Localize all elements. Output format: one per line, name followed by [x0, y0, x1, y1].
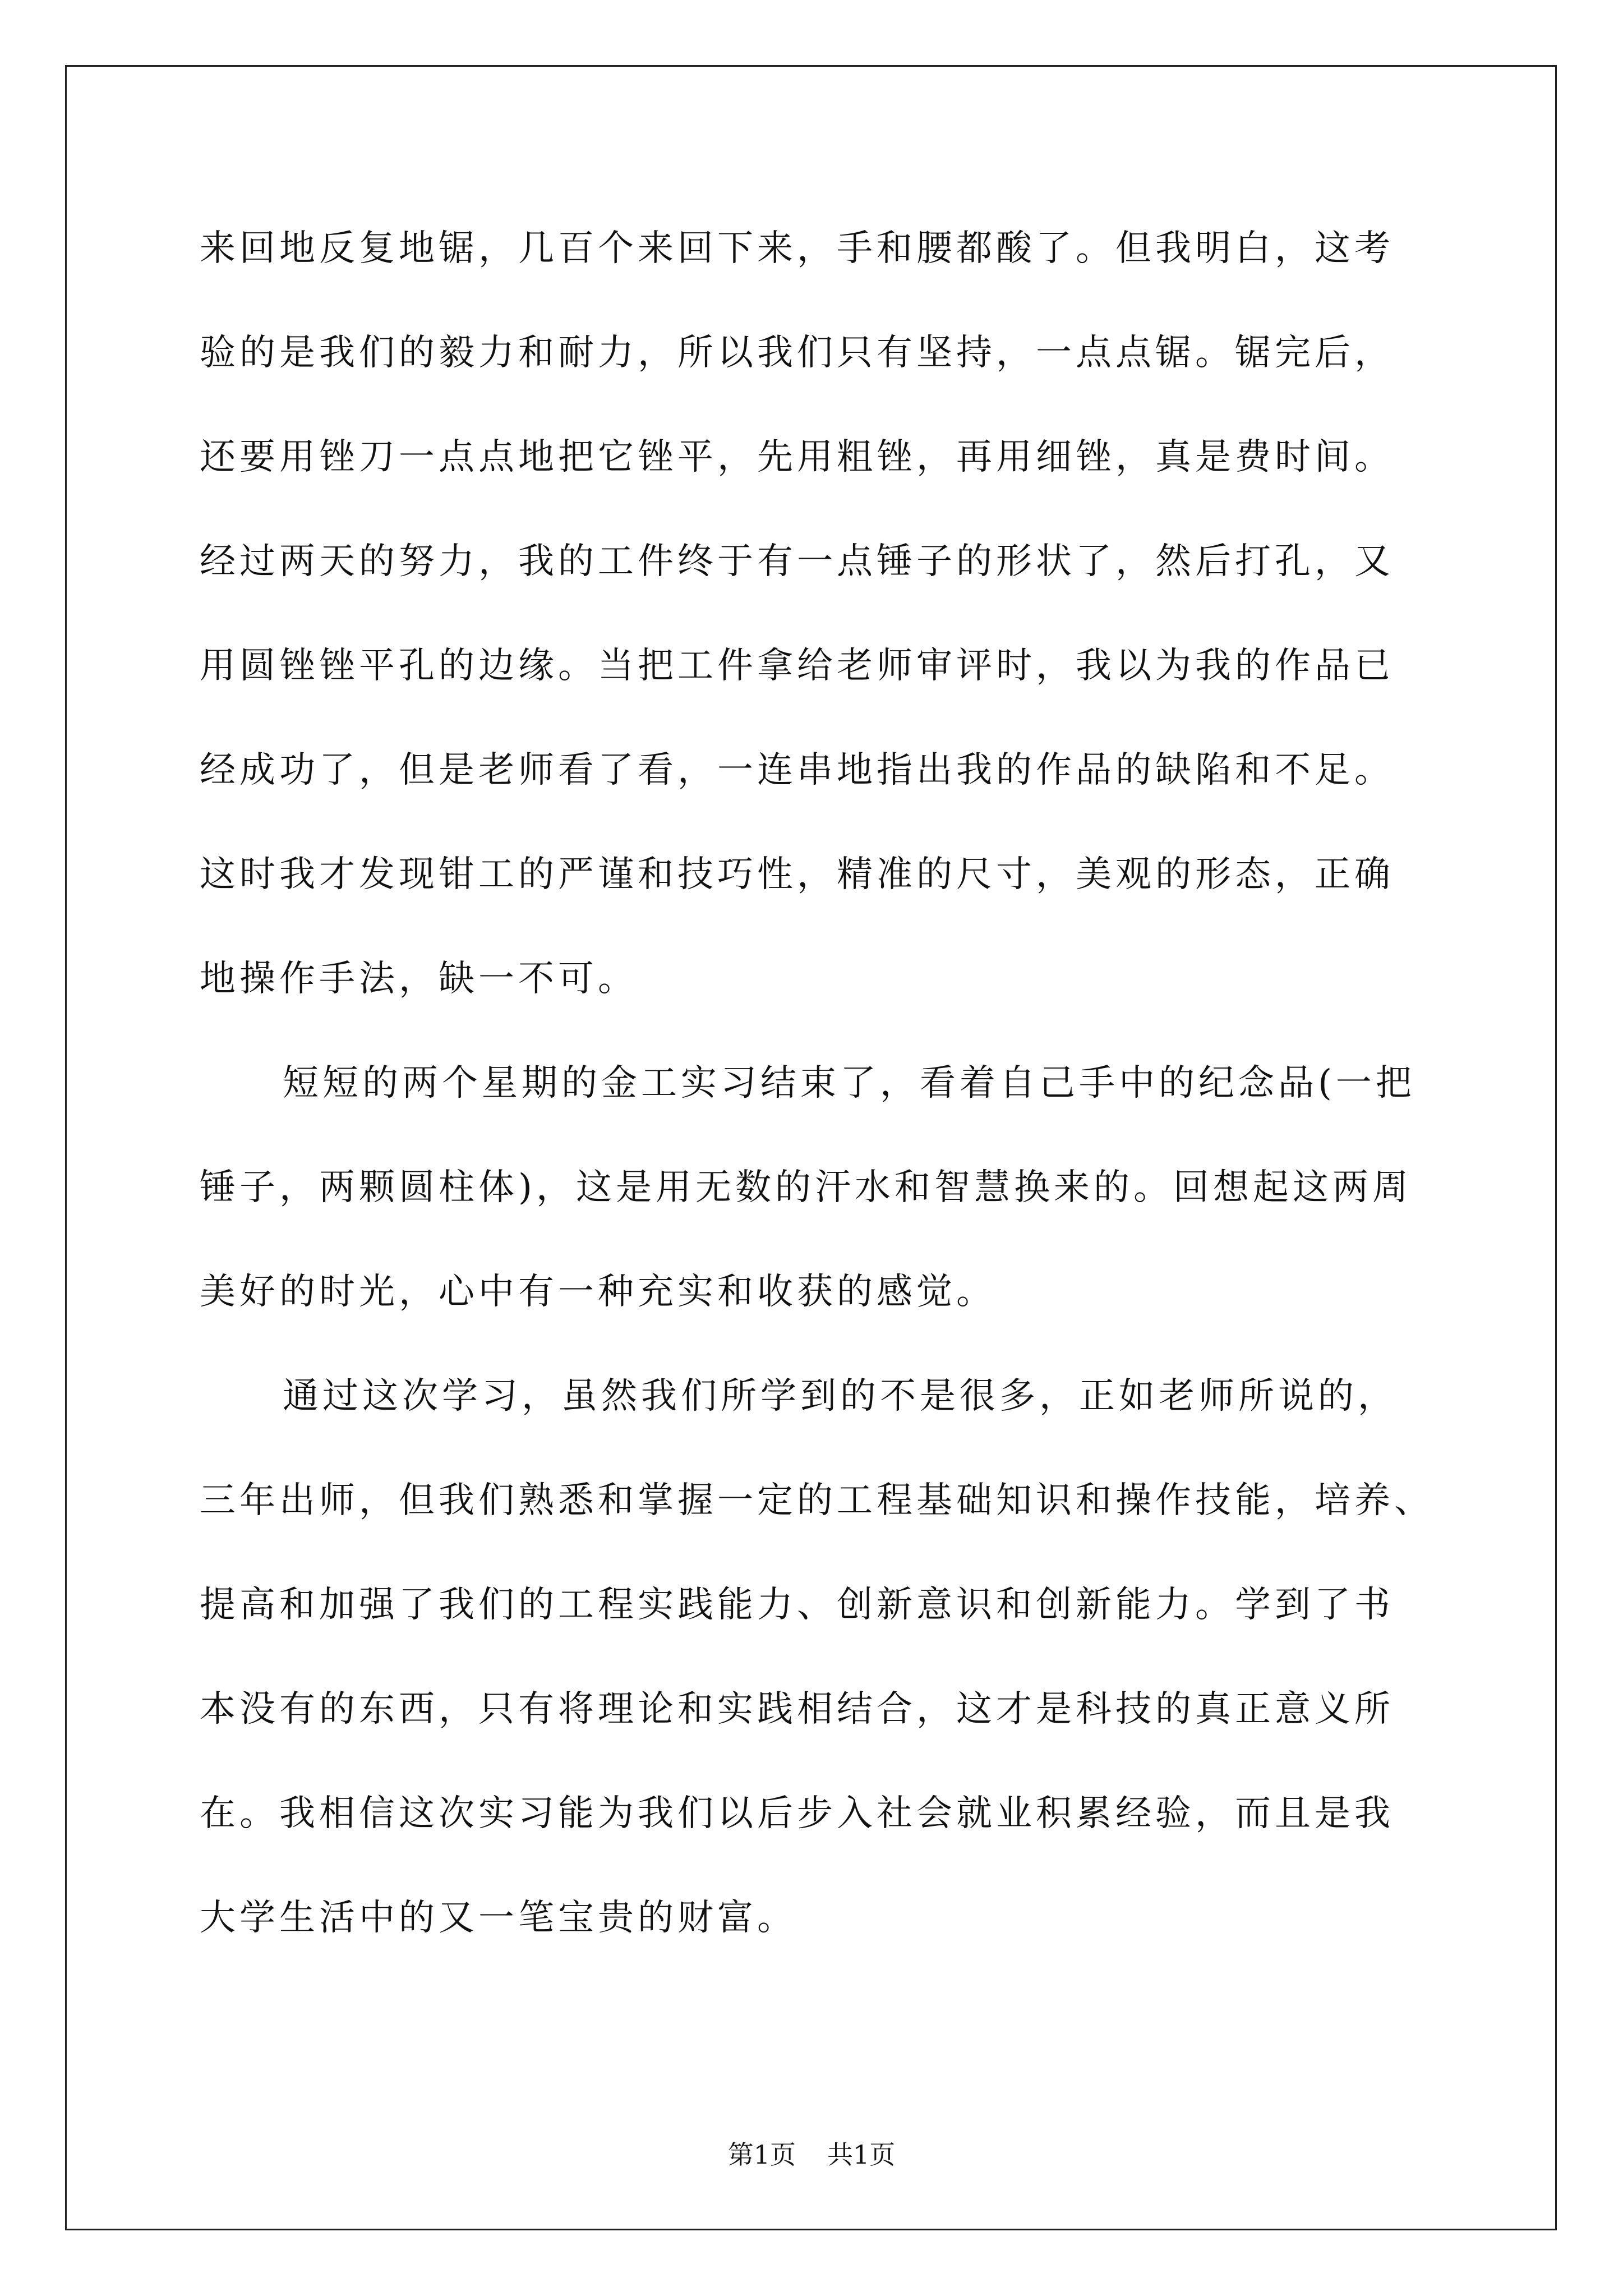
text-line: 三年出师，但我们熟悉和掌握一定的工程基础知识和操作技能，培养、: [200, 1480, 1434, 1521]
text-line: 提高和加强了我们的工程实践能力、创新意识和创新能力。学到了书: [200, 1584, 1394, 1626]
document-body: [200, 223, 1467, 1997]
text-line: 经过两天的努力，我的工件终于有一点锤子的形状了，然后打孔，又: [200, 541, 1394, 582]
page-footer: [0, 2134, 1623, 2171]
text-line: 这时我才发现钳工的严谨和技巧性，精准的尺寸，美观的形态，正确: [200, 854, 1394, 895]
text-line: 本没有的东西，只有将理论和实践相结合，这才是科技的真正意义所: [200, 1688, 1394, 1730]
text-line: 还要用锉刀一点点地把它锉平，先用粗锉，再用细锉，真是费时间。: [200, 436, 1394, 478]
text-line: 用圆锉锉平孔的边缘。当把工件拿给老师审评时，我以为我的作品已: [200, 645, 1394, 687]
text-line: 大学生活中的又一笔宝贵的财富。: [200, 1897, 797, 1939]
text-line: 经成功了，但是老师看了看，一连串地指出我的作品的缺陷和不足。: [200, 749, 1394, 791]
page-number-current: 第1页: [727, 2139, 796, 2170]
text-line: 美好的时光，心中有一种充实和收获的感觉。: [200, 1271, 996, 1313]
paragraph-first-line: 短短的两个星期的金工实习结束了，看着自己手中的纪念品(一把: [283, 1062, 1415, 1104]
text-line: 在。我相信这次实习能为我们以后步入社会就业积累经验，而且是我: [200, 1793, 1394, 1834]
page-number-total: 共1页: [827, 2139, 896, 2170]
paragraph-first-line: 通过这次学习，虽然我们所学到的不是很多，正如老师所说的，: [283, 1375, 1398, 1417]
text-line: 锤子，两颗圆柱体)，这是用无数的汗水和智慧换来的。回想起这两周: [200, 1167, 1412, 1208]
text-line: 地操作手法，缺一不可。: [200, 958, 638, 1000]
text-line: 验的是我们的毅力和耐力，所以我们只有坚持，一点点锯。锯完后，: [200, 332, 1394, 374]
text-line: 来回地反复地锯，几百个来回下来，手和腰都酸了。但我明白，这考: [200, 228, 1394, 269]
